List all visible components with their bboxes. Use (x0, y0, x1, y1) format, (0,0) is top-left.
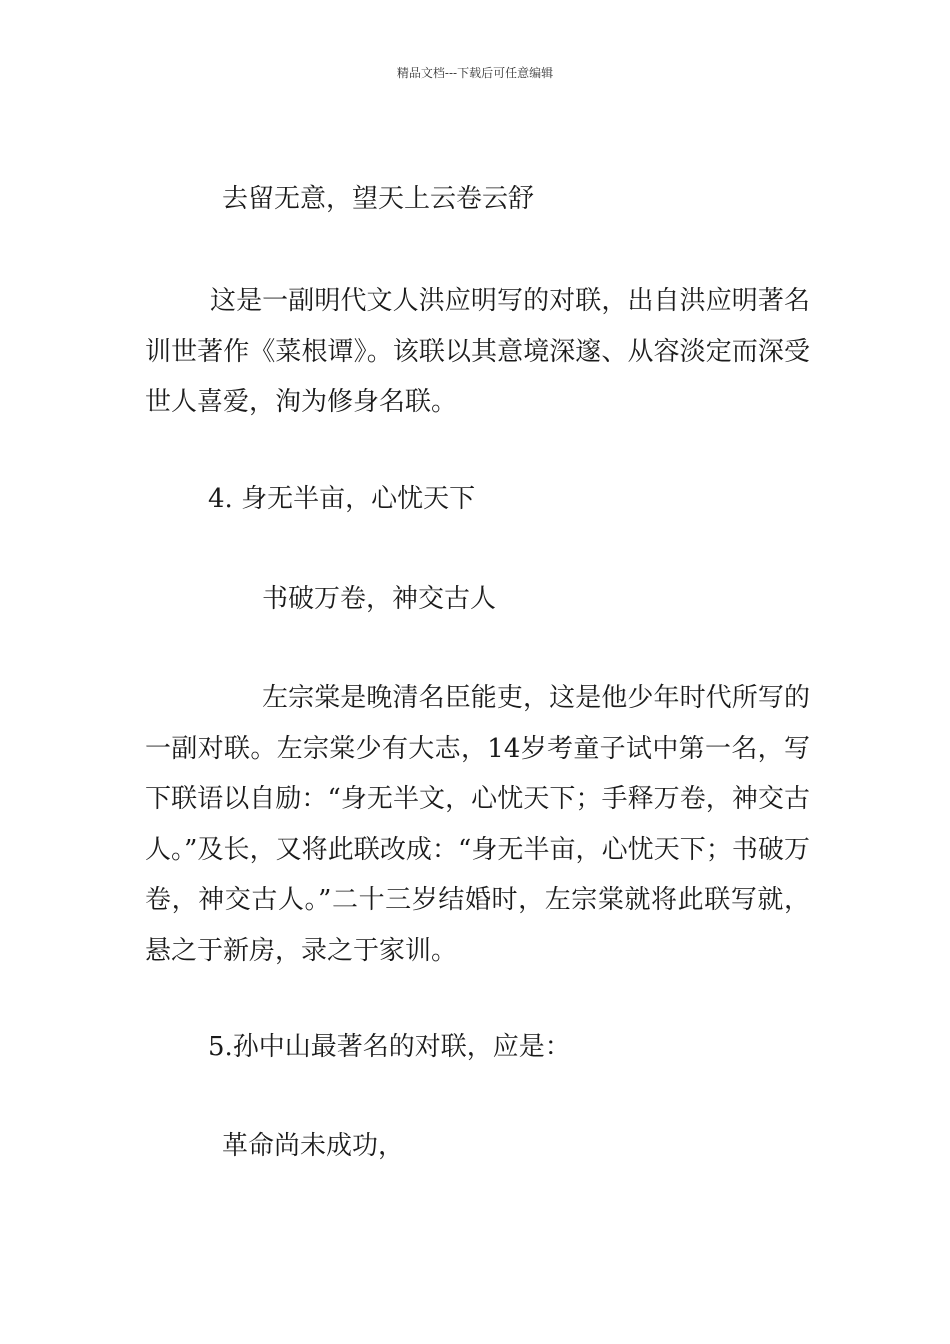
page-header: 精品文档---下载后可任意编辑 (396, 66, 554, 80)
section-heading: 4. 身无半亩，心忧天下 (208, 484, 476, 514)
couplet-line: 革命尚未成功， (222, 1131, 405, 1161)
couplet-line: 去留无意，望天上云卷云舒 (222, 184, 535, 214)
body-paragraph: 这是一副明代文人洪应明写的对联，出自洪应明著名训世著作《菜根谭》。该联以其意境深邃、从容淡定而深受世人喜爱，洵为修身名联。 (145, 286, 810, 418)
section-heading: 5.孙中山最著名的对联，应是： (208, 1032, 571, 1062)
body-paragraph: 左宗棠是晚清名臣能吏，这是他少年时代所写的一副对联。左宗棠少有大志，14岁考童子试中第一名，写下联语以自励：“身无半文，心忧天下；手释万卷，神交古人。”及长，又将此联改成：“身无半亩，心忧天下；书破万卷，神交古人。”二十三岁结婚时，左宗棠就将此联写就，悬之于新房，录之于家训。 (145, 683, 810, 966)
couplet-line: 书破万卷，神交古人 (262, 584, 497, 614)
